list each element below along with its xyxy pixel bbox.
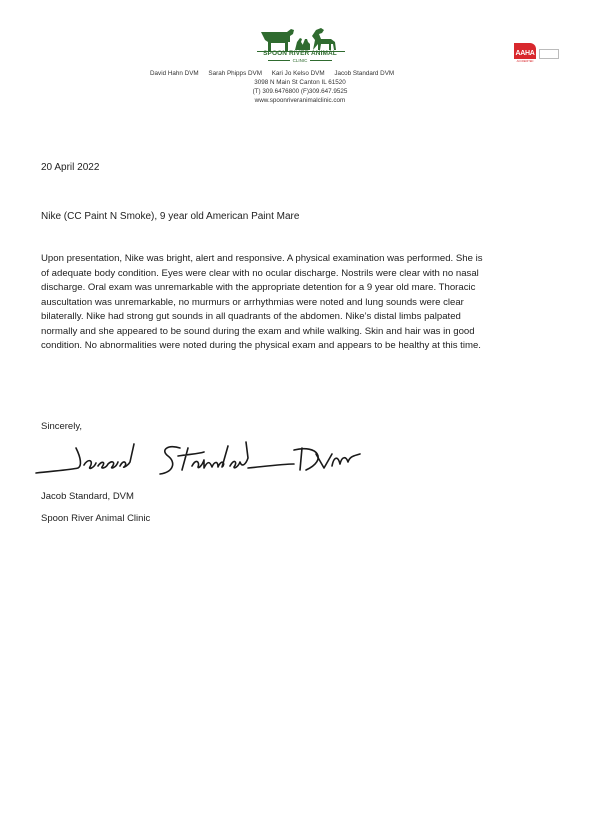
clinic-phone-fax: (T) 309.6476800 (F)309.647.9525: [252, 88, 348, 95]
body-line: bilaterally. Nike had strong gut sounds in all quadrants of the abdomen. Nike’s distal limbs palpated: [41, 311, 461, 322]
body-line: auscultation was unremarkable, no murmurs or arrhythmias were noted and lung sounds were clear: [41, 296, 464, 308]
aaha-badge-subtext: ACCREDITED: [516, 60, 534, 63]
signer-clinic: Spoon River Animal Clinic: [41, 513, 151, 524]
body-line: normally and she appeared to be sound during the exam and while walking. Skin and hair was in good: [41, 325, 475, 337]
aaha-tagline-box: [539, 49, 559, 59]
body-line: discharge. Oral exam was unremarkable with the appropriate detention for a 9 year old mare. Thoracic: [41, 282, 476, 293]
aaha-badge-text: AAHA: [515, 50, 535, 57]
doctor-name: Kari Jo Kelso DVM: [271, 70, 325, 77]
doctor-name: Sarah Phipps DVM: [208, 70, 262, 77]
doctor-name: Jacob Standard DVM: [334, 70, 395, 77]
clinic-logo-name: SPOON RIVER ANIMAL: [263, 50, 337, 57]
body-line: condition. No abnormalities were noted during the physical exam and appears to be healthy at this time.: [41, 340, 481, 351]
doctor-list: [150, 70, 450, 77]
letter-closing: Sincerely,: [41, 421, 83, 432]
letter-date: 20 April 2022: [41, 162, 100, 173]
clinic-address: 3098 N Main St Canton IL 61520: [254, 79, 346, 86]
signer-name: Jacob Standard, DVM: [41, 491, 134, 502]
handwritten-signature: [32, 440, 362, 480]
body-line: of adequate body condition. Eyes were clear with no ocular discharge. Nostrils were clear with no nasal: [41, 267, 479, 279]
body-line: Upon presentation, Nike was bright, alert and responsive. A physical examination was performed. She is: [41, 253, 483, 264]
clinic-logo-subtitle: CLINIC: [250, 58, 350, 63]
clinic-website: www.spoonriveranimalclinic.com: [254, 97, 346, 104]
doctor-name: David Hahn DVM: [150, 70, 199, 77]
letter-body: [41, 252, 483, 354]
letter-subject: Nike (CC Paint N Smoke), 9 year old American Paint Mare: [41, 211, 300, 222]
